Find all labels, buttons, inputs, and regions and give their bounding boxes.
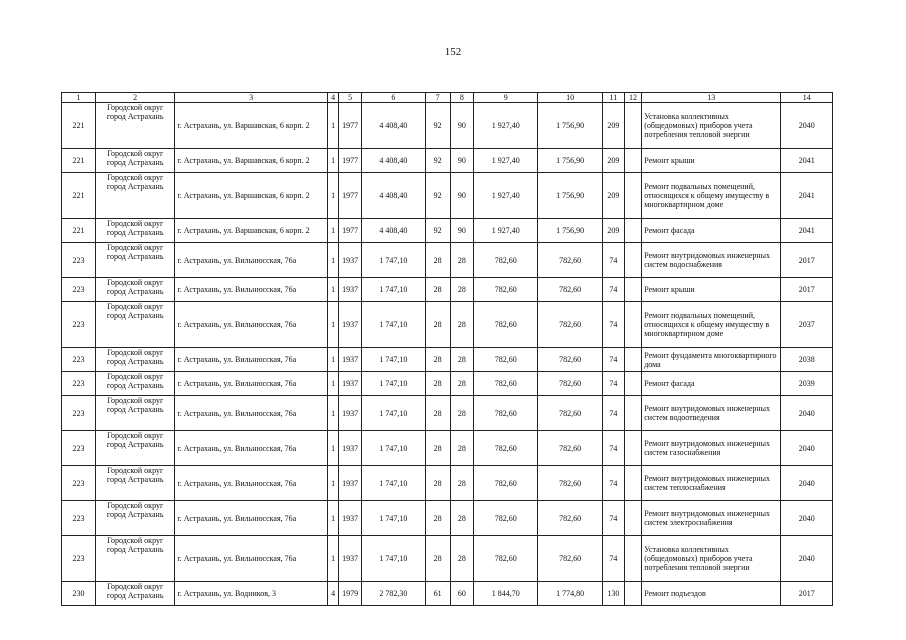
- col-header-13: 13: [642, 93, 781, 103]
- col-12-value: [624, 501, 642, 536]
- col-9-value: 1 927,40: [474, 219, 538, 243]
- address: г. Астрахань, ул. Варшавская, 6 корп. 2: [175, 103, 328, 149]
- col-9-value: 782,60: [474, 372, 538, 396]
- planned-year: 2040: [781, 431, 833, 466]
- planned-year: 2038: [781, 348, 833, 372]
- work-type: Ремонт внутридомовых инженерных систем газоснабжения: [642, 431, 781, 466]
- work-type: Ремонт фундамента многоквартирного дома: [642, 348, 781, 372]
- col-12-value: [624, 302, 642, 348]
- col-7-value: 92: [425, 173, 450, 219]
- col-11-value: 209: [603, 149, 625, 173]
- col-8-value: 90: [450, 173, 474, 219]
- col-9-value: 782,60: [474, 431, 538, 466]
- planned-year: 2017: [781, 243, 833, 278]
- municipality: Городской округ город Астрахань: [96, 103, 175, 149]
- col-4-value: 1: [327, 173, 338, 219]
- col-12-value: [624, 149, 642, 173]
- col-6-value: 1 747,10: [361, 536, 425, 582]
- col-10-value: 1 756,90: [538, 219, 603, 243]
- address: г. Астрахань, ул. Вильнюсская, 76а: [175, 431, 328, 466]
- col-10-value: 782,60: [538, 348, 603, 372]
- col-10-value: 1 756,90: [538, 103, 603, 149]
- col-header-5: 5: [339, 93, 362, 103]
- col-4-value: 4: [327, 582, 338, 606]
- header-row: [62, 93, 833, 103]
- col-11-value: 130: [603, 582, 625, 606]
- col-9-value: 782,60: [474, 466, 538, 501]
- col-6-value: 1 747,10: [361, 372, 425, 396]
- col-12-value: [624, 466, 642, 501]
- planned-year: 2041: [781, 173, 833, 219]
- col-4-value: 1: [327, 219, 338, 243]
- col-12-value: [624, 243, 642, 278]
- col-7-value: 92: [425, 219, 450, 243]
- col-9-value: 782,60: [474, 536, 538, 582]
- col-5-value: 1977: [339, 149, 362, 173]
- planned-year: 2040: [781, 396, 833, 431]
- col-7-value: 92: [425, 149, 450, 173]
- row-number: 230: [62, 582, 96, 606]
- col-10-value: 1 756,90: [538, 173, 603, 219]
- address: г. Астрахань, ул. Вильнюсская, 76а: [175, 501, 328, 536]
- work-type: Ремонт внутридомовых инженерных систем теплоснабжения: [642, 466, 781, 501]
- col-5-value: 1937: [339, 536, 362, 582]
- col-9-value: 1 844,70: [474, 582, 538, 606]
- col-5-value: 1937: [339, 396, 362, 431]
- address: г. Астрахань, ул. Варшавская, 6 корп. 2: [175, 219, 328, 243]
- work-type: Ремонт подвальных помещений, относящихся к общему имуществу в многоквартирном доме: [642, 302, 781, 348]
- col-4-value: 1: [327, 372, 338, 396]
- col-9-value: 782,60: [474, 396, 538, 431]
- table-row: [62, 173, 833, 219]
- work-type: Ремонт внутридомовых инженерных систем водоснабжения: [642, 243, 781, 278]
- col-6-value: 1 747,10: [361, 431, 425, 466]
- address: г. Астрахань, ул. Вильнюсская, 76а: [175, 372, 328, 396]
- row-number: 223: [62, 302, 96, 348]
- municipality: Городской округ город Астрахань: [96, 243, 175, 278]
- col-4-value: 1: [327, 466, 338, 501]
- municipality: Городской округ город Астрахань: [96, 372, 175, 396]
- col-4-value: 1: [327, 501, 338, 536]
- municipality: Городской округ город Астрахань: [96, 278, 175, 302]
- col-header-10: 10: [538, 93, 603, 103]
- planned-year: 2017: [781, 582, 833, 606]
- col-11-value: 209: [603, 219, 625, 243]
- work-type: Ремонт подвальных помещений, относящихся к общему имуществу в многоквартирном доме: [642, 173, 781, 219]
- address: г. Астрахань, ул. Вильнюсская, 76а: [175, 243, 328, 278]
- table-row: [62, 278, 833, 302]
- col-11-value: 74: [603, 302, 625, 348]
- col-7-value: 28: [425, 466, 450, 501]
- work-type: Ремонт внутридомовых инженерных систем водоотведения: [642, 396, 781, 431]
- col-9-value: 1 927,40: [474, 149, 538, 173]
- col-header-1: 1: [62, 93, 96, 103]
- row-number: 223: [62, 431, 96, 466]
- col-10-value: 1 756,90: [538, 149, 603, 173]
- col-5-value: 1937: [339, 466, 362, 501]
- table-row: [62, 536, 833, 582]
- col-12-value: [624, 431, 642, 466]
- col-6-value: 1 747,10: [361, 278, 425, 302]
- col-5-value: 1977: [339, 173, 362, 219]
- address: г. Астрахань, ул. Вильнюсская, 76а: [175, 396, 328, 431]
- col-4-value: 1: [327, 396, 338, 431]
- address: г. Астрахань, ул. Вильнюсская, 76а: [175, 348, 328, 372]
- col-header-12: 12: [624, 93, 642, 103]
- col-12-value: [624, 173, 642, 219]
- col-header-7: 7: [425, 93, 450, 103]
- col-5-value: 1937: [339, 501, 362, 536]
- col-11-value: 74: [603, 501, 625, 536]
- table-row: [62, 243, 833, 278]
- col-7-value: 28: [425, 396, 450, 431]
- work-type: Ремонт фасада: [642, 219, 781, 243]
- col-11-value: 74: [603, 396, 625, 431]
- col-5-value: 1937: [339, 348, 362, 372]
- col-6-value: 1 747,10: [361, 466, 425, 501]
- col-10-value: 782,60: [538, 501, 603, 536]
- col-4-value: 1: [327, 149, 338, 173]
- col-12-value: [624, 536, 642, 582]
- table-row: [62, 149, 833, 173]
- planned-year: 2040: [781, 103, 833, 149]
- row-number: 223: [62, 466, 96, 501]
- table-row: [62, 396, 833, 431]
- col-7-value: 28: [425, 302, 450, 348]
- col-9-value: 782,60: [474, 278, 538, 302]
- table-row: [62, 431, 833, 466]
- planned-year: 2040: [781, 501, 833, 536]
- col-header-11: 11: [603, 93, 625, 103]
- col-5-value: 1937: [339, 431, 362, 466]
- col-4-value: 1: [327, 103, 338, 149]
- col-10-value: 782,60: [538, 431, 603, 466]
- municipality: Городской округ город Астрахань: [96, 396, 175, 431]
- table-row: [62, 501, 833, 536]
- col-10-value: 782,60: [538, 302, 603, 348]
- col-10-value: 782,60: [538, 396, 603, 431]
- work-type: Установка коллективных (общедомовых) приборов учета потребления тепловой энергии: [642, 536, 781, 582]
- page-number: 152: [444, 46, 462, 58]
- work-type: Установка коллективных (общедомовых) приборов учета потребления тепловой энергии: [642, 103, 781, 149]
- col-7-value: 28: [425, 243, 450, 278]
- col-10-value: 1 774,80: [538, 582, 603, 606]
- col-7-value: 28: [425, 501, 450, 536]
- work-type: Ремонт крыши: [642, 278, 781, 302]
- col-8-value: 90: [450, 103, 474, 149]
- col-8-value: 28: [450, 431, 474, 466]
- table-row: [62, 372, 833, 396]
- municipality: Городской округ город Астрахань: [96, 302, 175, 348]
- col-11-value: 74: [603, 348, 625, 372]
- col-8-value: 28: [450, 278, 474, 302]
- col-7-value: 28: [425, 372, 450, 396]
- work-type: Ремонт внутридомовых инженерных систем электроснабжения: [642, 501, 781, 536]
- table-row: [62, 219, 833, 243]
- col-10-value: 782,60: [538, 278, 603, 302]
- col-11-value: 74: [603, 536, 625, 582]
- col-8-value: 28: [450, 243, 474, 278]
- col-header-9: 9: [474, 93, 538, 103]
- col-7-value: 28: [425, 278, 450, 302]
- col-12-value: [624, 396, 642, 431]
- col-5-value: 1937: [339, 278, 362, 302]
- planned-year: 2039: [781, 372, 833, 396]
- col-5-value: 1937: [339, 302, 362, 348]
- address: г. Астрахань, ул. Водников, 3: [175, 582, 328, 606]
- address: г. Астрахань, ул. Варшавская, 6 корп. 2: [175, 149, 328, 173]
- planned-year: 2037: [781, 302, 833, 348]
- row-number: 221: [62, 173, 96, 219]
- col-8-value: 28: [450, 348, 474, 372]
- col-7-value: 28: [425, 536, 450, 582]
- col-12-value: [624, 372, 642, 396]
- col-12-value: [624, 219, 642, 243]
- col-11-value: 74: [603, 243, 625, 278]
- address: г. Астрахань, ул. Вильнюсская, 76а: [175, 302, 328, 348]
- col-header-8: 8: [450, 93, 474, 103]
- row-number: 223: [62, 396, 96, 431]
- col-4-value: 1: [327, 278, 338, 302]
- row-number: 223: [62, 243, 96, 278]
- col-11-value: 74: [603, 278, 625, 302]
- municipality: Городской округ город Астрахань: [96, 501, 175, 536]
- municipality: Городской округ город Астрахань: [96, 431, 175, 466]
- municipality: Городской округ город Астрахань: [96, 582, 175, 606]
- col-11-value: 209: [603, 103, 625, 149]
- col-6-value: 1 747,10: [361, 501, 425, 536]
- planned-year: 2041: [781, 219, 833, 243]
- col-5-value: 1977: [339, 103, 362, 149]
- col-7-value: 92: [425, 103, 450, 149]
- col-5-value: 1937: [339, 372, 362, 396]
- col-5-value: 1979: [339, 582, 362, 606]
- planned-year: 2017: [781, 278, 833, 302]
- col-9-value: 782,60: [474, 348, 538, 372]
- col-4-value: 1: [327, 536, 338, 582]
- table-row: [62, 348, 833, 372]
- municipality: Городской округ город Астрахань: [96, 466, 175, 501]
- col-7-value: 61: [425, 582, 450, 606]
- col-10-value: 782,60: [538, 466, 603, 501]
- col-7-value: 28: [425, 348, 450, 372]
- col-4-value: 1: [327, 348, 338, 372]
- municipality: Городской округ город Астрахань: [96, 348, 175, 372]
- col-9-value: 782,60: [474, 501, 538, 536]
- col-header-6: 6: [361, 93, 425, 103]
- col-6-value: 4 408,40: [361, 219, 425, 243]
- table-row: [62, 582, 833, 606]
- col-10-value: 782,60: [538, 243, 603, 278]
- col-6-value: 1 747,10: [361, 302, 425, 348]
- col-5-value: 1937: [339, 243, 362, 278]
- col-11-value: 74: [603, 466, 625, 501]
- address: г. Астрахань, ул. Вильнюсская, 76а: [175, 536, 328, 582]
- col-9-value: 1 927,40: [474, 173, 538, 219]
- row-number: 221: [62, 219, 96, 243]
- col-4-value: 1: [327, 302, 338, 348]
- address: г. Астрахань, ул. Вильнюсская, 76а: [175, 278, 328, 302]
- col-9-value: 1 927,40: [474, 103, 538, 149]
- col-6-value: 1 747,10: [361, 396, 425, 431]
- col-8-value: 60: [450, 582, 474, 606]
- col-8-value: 28: [450, 536, 474, 582]
- row-number: 223: [62, 348, 96, 372]
- table-row: [62, 103, 833, 149]
- col-12-value: [624, 582, 642, 606]
- col-8-value: 90: [450, 219, 474, 243]
- municipality: Городской округ город Астрахань: [96, 173, 175, 219]
- col-6-value: 4 408,40: [361, 149, 425, 173]
- work-type: Ремонт фасада: [642, 372, 781, 396]
- col-8-value: 28: [450, 501, 474, 536]
- col-12-value: [624, 103, 642, 149]
- col-6-value: 1 747,10: [361, 348, 425, 372]
- col-8-value: 28: [450, 302, 474, 348]
- municipality: Городской округ город Астрахань: [96, 149, 175, 173]
- col-6-value: 4 408,40: [361, 173, 425, 219]
- municipality: Городской округ город Астрахань: [96, 536, 175, 582]
- col-6-value: 1 747,10: [361, 243, 425, 278]
- col-11-value: 74: [603, 431, 625, 466]
- col-12-value: [624, 278, 642, 302]
- col-header-14: 14: [781, 93, 833, 103]
- col-header-2: 2: [96, 93, 175, 103]
- col-4-value: 1: [327, 431, 338, 466]
- work-type: Ремонт крыши: [642, 149, 781, 173]
- col-10-value: 782,60: [538, 536, 603, 582]
- col-8-value: 90: [450, 149, 474, 173]
- work-type: Ремонт подъездов: [642, 582, 781, 606]
- address: г. Астрахань, ул. Вильнюсская, 76а: [175, 466, 328, 501]
- municipality: Городской округ город Астрахань: [96, 219, 175, 243]
- col-6-value: 2 782,30: [361, 582, 425, 606]
- row-number: 223: [62, 536, 96, 582]
- row-number: 221: [62, 103, 96, 149]
- row-number: 221: [62, 149, 96, 173]
- planned-year: 2040: [781, 466, 833, 501]
- col-12-value: [624, 348, 642, 372]
- capital-repair-table: [61, 92, 833, 606]
- col-9-value: 782,60: [474, 243, 538, 278]
- col-8-value: 28: [450, 396, 474, 431]
- col-5-value: 1977: [339, 219, 362, 243]
- address: г. Астрахань, ул. Варшавская, 6 корп. 2: [175, 173, 328, 219]
- planned-year: 2040: [781, 536, 833, 582]
- planned-year: 2041: [781, 149, 833, 173]
- col-8-value: 28: [450, 466, 474, 501]
- col-9-value: 782,60: [474, 302, 538, 348]
- col-header-4: 4: [327, 93, 338, 103]
- table-body: [62, 103, 833, 606]
- col-6-value: 4 408,40: [361, 103, 425, 149]
- table-row: [62, 302, 833, 348]
- col-11-value: 74: [603, 372, 625, 396]
- col-10-value: 782,60: [538, 372, 603, 396]
- col-4-value: 1: [327, 243, 338, 278]
- col-header-3: 3: [175, 93, 328, 103]
- table-row: [62, 466, 833, 501]
- row-number: 223: [62, 372, 96, 396]
- col-7-value: 28: [425, 431, 450, 466]
- row-number: 223: [62, 278, 96, 302]
- col-11-value: 209: [603, 173, 625, 219]
- col-8-value: 28: [450, 372, 474, 396]
- row-number: 223: [62, 501, 96, 536]
